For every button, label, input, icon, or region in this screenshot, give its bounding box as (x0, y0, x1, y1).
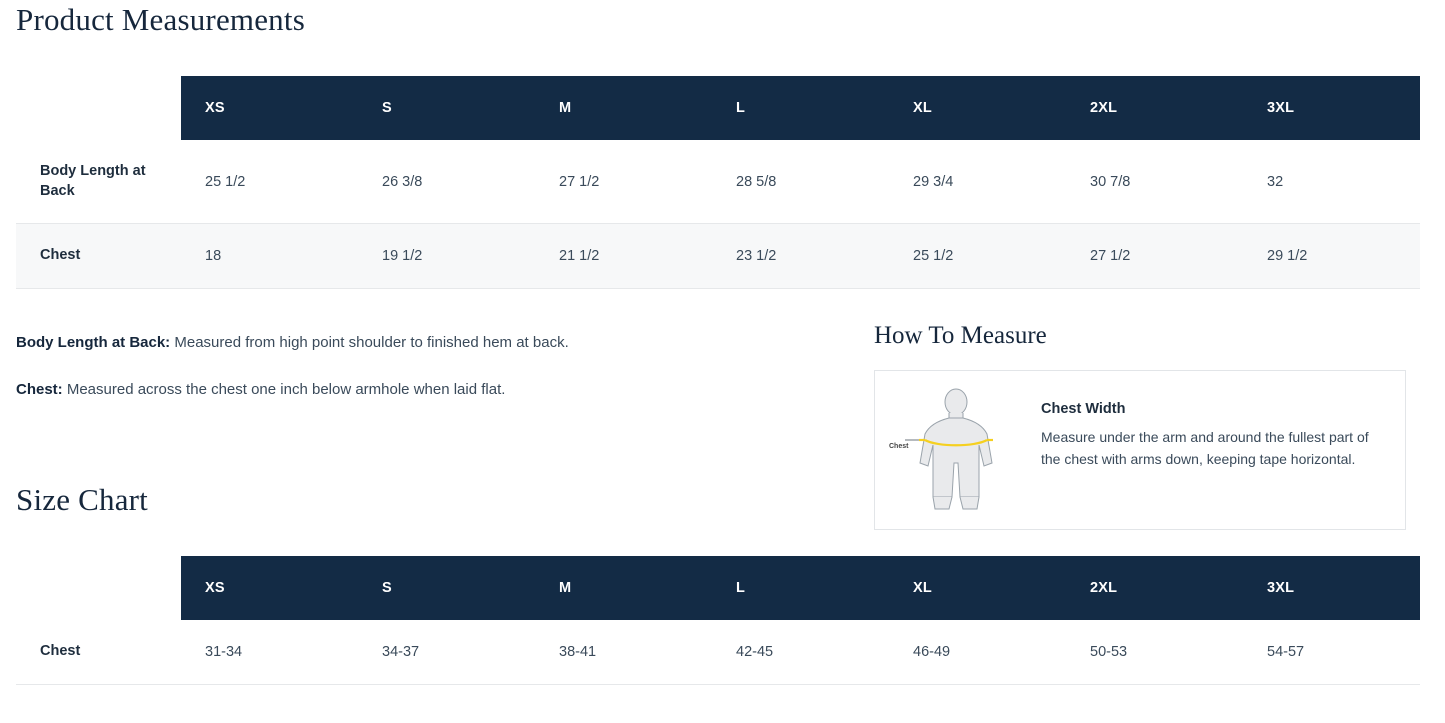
column-header-blank (16, 556, 181, 620)
cell-chest-xs (181, 224, 358, 289)
row-label-chest: Chest (16, 620, 181, 684)
cell-chest-2xl (1066, 224, 1243, 289)
cell-value: 18 (205, 247, 222, 264)
column-header-xs (181, 556, 358, 620)
table-row (16, 224, 1420, 289)
cell-chest-2xl (1066, 620, 1243, 684)
column-header-m-label: M (559, 100, 572, 116)
column-header-2xl (1066, 76, 1243, 140)
column-header-2xl-label: 2XL (1090, 580, 1118, 596)
cell-value: 38-41 (559, 643, 597, 660)
table-header-row (16, 76, 1420, 140)
cell-body-length-xl (889, 140, 1066, 224)
note-body-length (16, 332, 836, 355)
cell-chest-s (358, 224, 535, 289)
column-header-xl (889, 556, 1066, 620)
cell-value: 28 5/8 (736, 173, 777, 190)
column-header-3xl-label: 3XL (1267, 100, 1295, 116)
cell-chest-s (358, 620, 535, 684)
column-header-l (712, 556, 889, 620)
size-chart-table-wrapper (16, 556, 1420, 685)
note-term: Chest: (16, 380, 63, 398)
cell-value: 27 1/2 (559, 173, 600, 190)
column-header-s (358, 76, 535, 140)
cell-chest-l (712, 620, 889, 684)
column-header-xl-label: XL (913, 580, 932, 596)
how-to-measure-card (874, 370, 1406, 530)
cell-chest-3xl (1243, 224, 1420, 289)
cell-body-length-3xl (1243, 140, 1420, 224)
note-text: Measured from high point shoulder to finished hem at back. (170, 334, 569, 351)
how-to-measure-title: How To Measure (874, 322, 1047, 349)
how-to-measure-text (1023, 385, 1386, 470)
note-text: Measured across the chest one inch below armhole when laid flat. (62, 380, 506, 398)
column-header-2xl-label: 2XL (1090, 100, 1118, 116)
cell-chest-xs (181, 620, 358, 684)
column-header-s-label: S (382, 580, 392, 596)
column-header-m (535, 76, 712, 140)
cell-value: 42-45 (736, 643, 774, 660)
cell-chest-3xl (1243, 620, 1420, 684)
column-header-xs (181, 76, 358, 140)
figure-label-chest: Chest (889, 443, 909, 450)
cell-value: 46-49 (913, 643, 951, 660)
cell-value: 29 1/2 (1267, 247, 1308, 264)
size-chart-table (16, 556, 1420, 685)
size-chart-title: Size Chart (16, 482, 148, 517)
cell-chest-l (712, 224, 889, 289)
column-header-3xl (1243, 76, 1420, 140)
column-header-m-label: M (559, 580, 572, 596)
column-header-l-label: L (736, 100, 746, 116)
cell-value: 25 1/2 (205, 173, 246, 190)
column-header-2xl (1066, 556, 1243, 620)
how-to-measure-description: Measure under the arm and around the fullest part of the chest with arms down, keeping tape horizontal. (1041, 429, 1369, 467)
cell-value: 29 3/4 (913, 173, 954, 190)
column-header-s (358, 556, 535, 620)
cell-body-length-2xl (1066, 140, 1243, 224)
row-label-body-length: Body Length at Back (16, 140, 181, 224)
cell-value: 21 1/2 (559, 247, 600, 264)
note-term: Body Length at Back: (16, 334, 171, 351)
column-header-m (535, 556, 712, 620)
cell-value: 50-53 (1090, 643, 1128, 660)
cell-value: 32 (1267, 173, 1284, 190)
cell-value: 23 1/2 (736, 247, 777, 264)
table-body (16, 140, 1420, 288)
product-measurements-table-wrapper (16, 76, 1420, 289)
cell-value: 31-34 (205, 643, 243, 660)
column-header-xl (889, 76, 1066, 140)
cell-value: 27 1/2 (1090, 247, 1131, 264)
cell-value: 30 7/8 (1090, 173, 1131, 190)
cell-value: 25 1/2 (913, 247, 954, 264)
column-header-l-label: L (736, 580, 746, 596)
measurement-notes (16, 332, 836, 425)
column-header-blank (16, 76, 181, 140)
cell-value: 34-37 (382, 643, 420, 660)
column-header-s-label: S (382, 100, 392, 116)
column-header-xl-label: XL (913, 100, 932, 116)
table-body (16, 620, 1420, 684)
column-header-l (712, 76, 889, 140)
table-header-row (16, 556, 1420, 620)
product-measurements-table (16, 76, 1420, 289)
column-header-3xl (1243, 556, 1420, 620)
cell-body-length-xs (181, 140, 358, 224)
cell-value: 19 1/2 (382, 247, 423, 264)
cell-chest-m (535, 224, 712, 289)
cell-chest-m (535, 620, 712, 684)
table-row (16, 140, 1420, 224)
cell-chest-xl (889, 620, 1066, 684)
how-to-measure-section (874, 322, 1406, 530)
column-header-3xl-label: 3XL (1267, 580, 1295, 596)
note-chest (16, 379, 836, 402)
cell-value: 54-57 (1267, 643, 1305, 660)
cell-body-length-l (712, 140, 889, 224)
how-to-measure-heading: Chest Width (1041, 401, 1126, 417)
column-header-xs-label: XS (205, 100, 225, 116)
cell-value: 26 3/8 (382, 173, 423, 190)
row-label-chest: Chest (16, 224, 181, 289)
column-header-xs-label: XS (205, 580, 225, 596)
torso-diagram-icon (889, 385, 1023, 515)
page-title: Product Measurements (16, 2, 305, 37)
table-header (16, 76, 1420, 140)
cell-body-length-s (358, 140, 535, 224)
table-header (16, 556, 1420, 620)
cell-chest-xl (889, 224, 1066, 289)
cell-body-length-m (535, 140, 712, 224)
chest-measure-illustration (889, 385, 1023, 515)
table-row (16, 620, 1420, 684)
